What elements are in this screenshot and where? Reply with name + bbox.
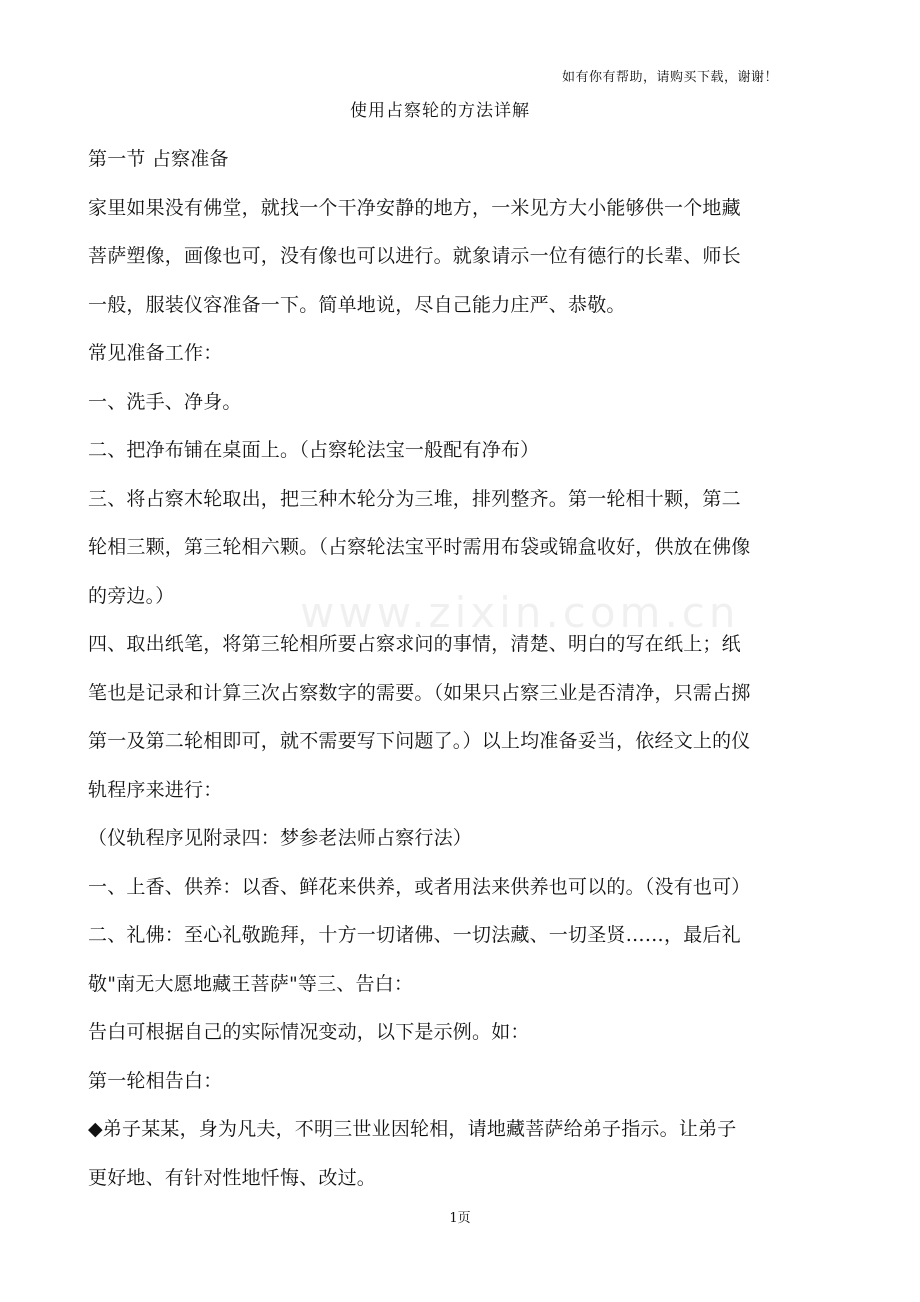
text-line: ◆弟子某某，身为凡夫，不明三世业因轮相，请地藏菩萨给弟子指示。让弟子: [88, 1118, 737, 1140]
list-item: 三、将占察木轮取出，把三种木轮分为三堆，排列整齐。第一轮相十颗，第二: [88, 487, 741, 510]
list-item: 一、洗手、净身。: [88, 390, 242, 413]
list-item: 二、礼佛：至心礼敬跪拜，十方一切诸佛、一切法藏、一切圣贤……，最后礼: [88, 924, 741, 946]
body-text: [88, 135, 751, 1202]
document-title: 使用占察轮的方法详解: [350, 101, 530, 121]
text-line: 第一轮相告白：: [88, 1069, 223, 1092]
text-line: 的旁边。）: [88, 584, 175, 607]
list-item: 二、把净布铺在桌面上。（占察轮法宝一般配有净布）: [88, 439, 540, 461]
section-heading: 第一节 占察准备: [88, 148, 229, 170]
text-line: （仪轨程序见附录四：梦参老法师占察行法）: [88, 827, 473, 849]
text-line: 家里如果没有佛堂，就找一个干净安静的地方，一米见方大小能够供一个地藏: [88, 196, 741, 219]
text-line: 更好地、有针对性地忏悔、改过。: [88, 1166, 377, 1189]
text-line: 敬"南无大愿地藏王菩萨"等三、告白：: [88, 972, 414, 995]
text-line: 第一及第二轮相即可，就不需要写下问题了。）以上均准备妥当，依经文上的仪: [88, 730, 751, 752]
text-line: 轨程序来进行：: [88, 778, 223, 801]
text-line: 轮相三颗，第三轮相六颗。（占察轮法宝平时需用布袋或锦盒收好，供放在佛像: [88, 536, 751, 558]
list-item: 四、取出纸笔，将第三轮相所要占察求问的事情，清楚、明白的写在纸上；纸: [88, 633, 741, 655]
list-item: 一、上香、供养：以香、鲜花来供养，或者用法来供养也可以的。（没有也可）: [88, 875, 751, 898]
text-line: 常见准备工作：: [88, 342, 223, 364]
watermark: www.zixin.com.cn: [300, 588, 740, 637]
text-line: 菩萨塑像，画像也可，没有像也可以进行。就象请示一位有德行的长辈、师长: [88, 245, 741, 267]
header-note: 如有你有帮助，请购买下载，谢谢！: [561, 70, 778, 85]
text-line: 笔也是记录和计算三次占察数字的需要。（如果只占察三业是否清净，只需占掷: [88, 681, 751, 704]
page-number: 1页: [449, 1211, 471, 1226]
text-line: 告白可根据自己的实际情况变动，以下是示例。如：: [88, 1021, 530, 1043]
text-line: 一般，服装仪容准备一下。简单地说，尽自己能力庄严、恭敬。: [88, 293, 626, 316]
